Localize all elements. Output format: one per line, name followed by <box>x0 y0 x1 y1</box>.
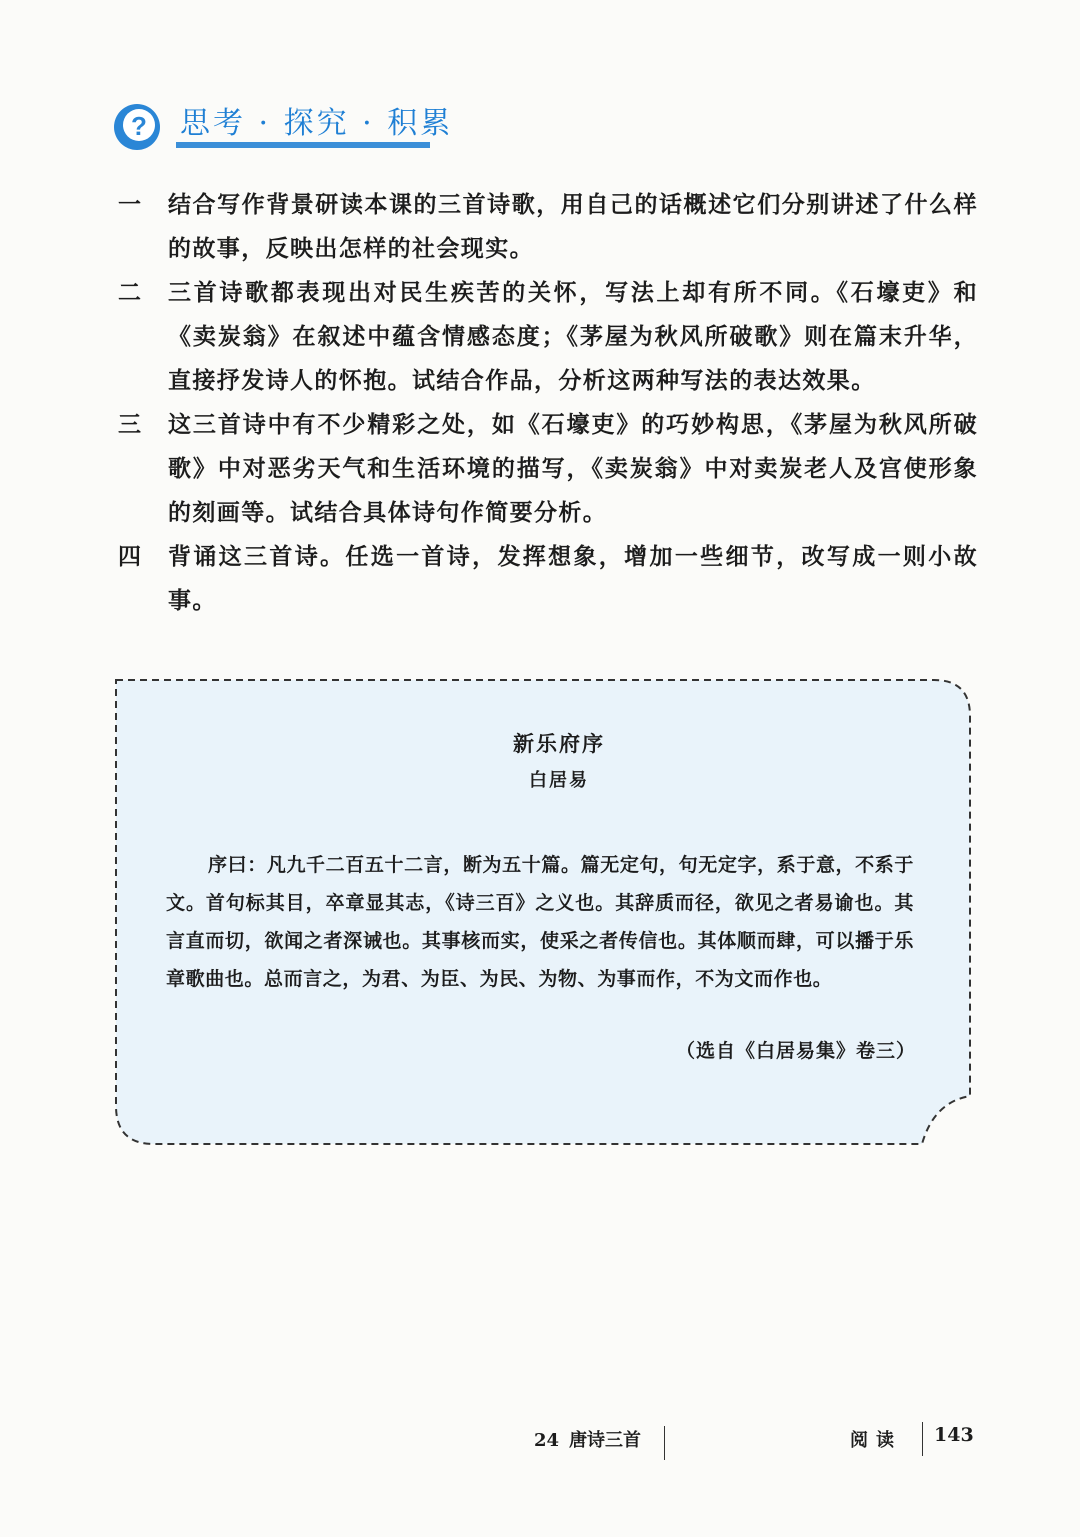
question-text: 三首诗歌都表现出对民生疾苦的关怀，写法上却有所不同。《石壕吏》和《卖炭翁》在叙述中蕴含情感态度；《茅屋为秋风所破歌》则在篇末升华，直接抒发诗人的怀抱。试结合作品，分析这两种写法的表达效果。 <box>168 279 978 394</box>
question-list <box>118 183 978 623</box>
lesson-number: 24 <box>534 1430 560 1451</box>
question-text: 背诵这三首诗。任选一首诗，发挥想象，增加一些细节，改写成一则小故事。 <box>168 543 978 614</box>
question-number: 二 <box>118 279 143 306</box>
section-title-underline <box>176 142 430 148</box>
question-item <box>118 403 978 535</box>
page-number: 143 <box>934 1424 974 1446</box>
supplementary-reading-box <box>114 678 972 1146</box>
question-mark-icon <box>112 102 162 152</box>
question-item <box>118 271 978 403</box>
unit-label: 阅读 <box>850 1430 902 1451</box>
question-item <box>118 535 978 623</box>
reading-body: 序曰：凡九千二百五十二言，断为五十篇。篇无定句，句无定字，系于意，不系于文。首句标其目，卒章显其志，《诗三百》之义也。其辞质而径，欲见之者易谕也。其言直而切，欲闻之者深诫也。其事核而实，使采之者传信也。其体顺而肆，可以播于乐章歌曲也。总而言之，为君、为臣、为民、为物、为事而作，不为文而作也。 <box>166 854 914 990</box>
section-title: 思考 · 探究 · 积累 <box>180 106 454 141</box>
question-number: 四 <box>118 543 143 570</box>
section-header <box>112 98 454 158</box>
page-footer <box>0 1426 1080 1466</box>
svg-text:?: ? <box>131 111 147 141</box>
footer-divider <box>664 1426 665 1460</box>
footer-lesson <box>534 1426 641 1452</box>
question-text: 结合写作背景研读本课的三首诗歌，用自己的话概述它们分别讲述了什么样的故事，反映出怎样的社会现实。 <box>168 191 978 262</box>
reading-source: （选自《白居易集》卷三） <box>675 1040 916 1062</box>
lesson-title: 唐诗三首 <box>569 1430 642 1451</box>
question-item <box>118 183 978 271</box>
question-number: 三 <box>118 411 143 438</box>
question-text: 这三首诗中有不少精彩之处，如《石壕吏》的巧妙构思，《茅屋为秋风所破歌》中对恶劣天气和生活环境的描写，《卖炭翁》中对卖炭老人及宫使形象的刻画等。试结合具体诗句作简要分析。 <box>168 411 978 526</box>
reading-title: 新乐府序 <box>513 731 605 756</box>
footer-divider <box>922 1422 923 1456</box>
reading-author: 白居易 <box>529 770 589 791</box>
question-number: 一 <box>118 191 143 218</box>
